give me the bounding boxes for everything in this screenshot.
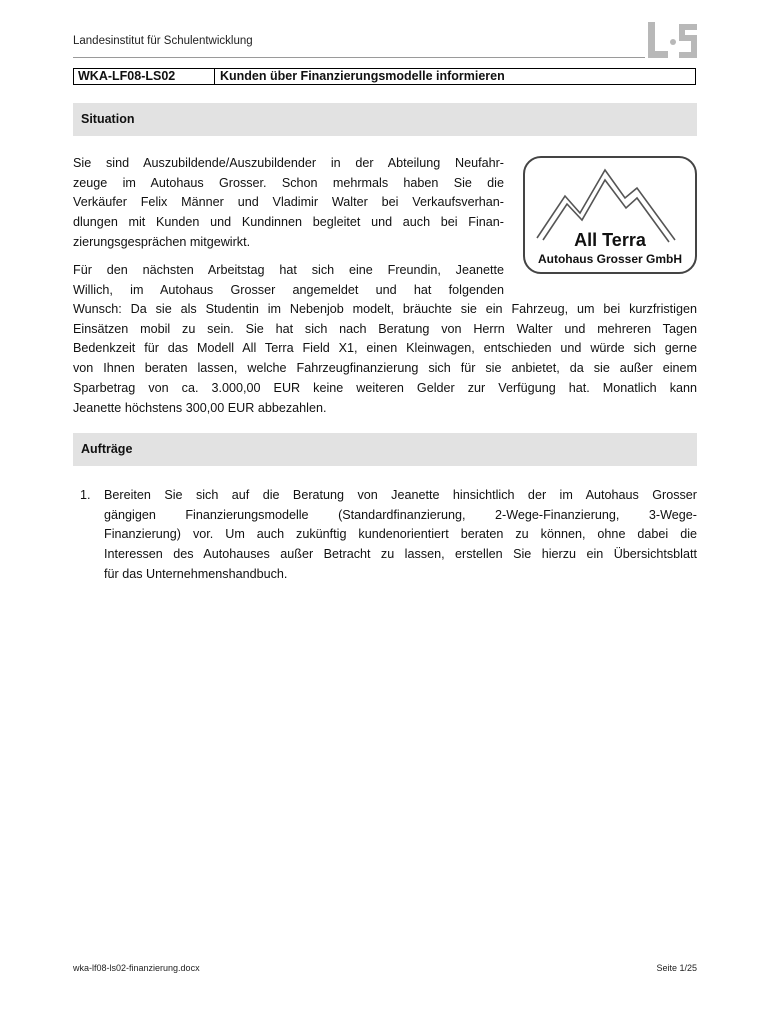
situation-paragraph-1	[73, 154, 504, 253]
text-line: Jeanette höchstens 300,00 EUR abbezahlen.	[73, 400, 327, 415]
text-line: zeuge im Autohaus Grosser. Schon mehrmals haben Sie die	[73, 175, 504, 190]
text-line: Finanzierung) vor. Um auch zukünftig kundenorientiert beraten zu können, ohne dabei die	[104, 527, 697, 542]
situation-paragraph-2b	[73, 300, 697, 418]
all-terra-logo	[523, 156, 697, 274]
text-line: Bedenkzeit für das Modell All Terra Field X1, einen Kleinwagen, entschieden und würde sich gerne	[73, 341, 697, 356]
list-item-number: 1.	[80, 488, 91, 502]
text-line: Bereiten Sie sich auf die Beratung von Jeanette hinsichtlich der im Autohaus Grosser	[104, 488, 697, 502]
document-title: Kunden über Finanzierungsmodelle informieren	[220, 69, 505, 83]
text-line: Willich, im Autohaus Grosser angemeldet und hat folgenden	[73, 282, 504, 297]
footer-page-number: Seite 1/25	[656, 963, 697, 973]
header-divider	[73, 57, 645, 58]
document-code: WKA-LF08-LS02	[74, 69, 215, 84]
text-line: Wunsch: Da sie als Studentin im Nebenjob modelt, bräuchte sie ein Fahrzeug, um bei kurzfristigen	[73, 302, 697, 316]
header-institute: Landesinstitut für Schulentwicklung	[73, 35, 253, 47]
text-line: von Ihnen beraten lassen, welche Fahrzeugfinanzierung sich für sie anbietet, da sie außer einem	[73, 361, 697, 376]
text-line: Interessen des Autohauses außer Betracht zu lassen, erstellen Sie hierzu ein Übersichtsblatt	[104, 547, 697, 562]
title-table	[73, 68, 696, 85]
logo-brand: All Terra	[574, 230, 646, 250]
text-line: Sie sind Auszubildende/Auszubildender in der Abteilung Neufahr-	[73, 156, 504, 170]
text-line: Einsätzen mobil zu sein. Sie hat sich nach Beratung von Herrn Walter und mehreren Tagen	[73, 321, 697, 336]
text-line: gängigen Finanzierungsmodelle (Standardfinanzierung, 2-Wege-Finanzierung, 3-Wege-	[104, 507, 697, 522]
text-line: Verkäufer Felix Männer und Vladimir Walter bei Verkaufsverhan-	[73, 195, 504, 210]
text-line: Sparbetrag von ca. 3.000,00 EUR keine weiteren Gelder zur Verfügung hat. Monatlich kann	[73, 380, 697, 395]
list-item-text	[104, 486, 697, 585]
footer-filename: wka-lf08-ls02-finanzierung.docx	[73, 963, 200, 973]
text-line: für das Unternehmenshandbuch.	[104, 566, 288, 581]
situation-heading: Situation	[73, 103, 697, 136]
ls-logo-icon	[646, 20, 700, 66]
text-line: dlungen mit Kunden und Kundinnen begleitet und auch bei Finan-	[73, 215, 504, 230]
text-line: zierungsgesprächen mitgewirkt.	[73, 234, 251, 249]
auftraege-heading: Aufträge	[73, 433, 697, 466]
logo-company: Autohaus Grosser GmbH	[537, 252, 683, 266]
text-line: Für den nächsten Arbeitstag hat sich eine Freundin, Jeanette	[73, 263, 504, 277]
situation-paragraph-2a	[73, 261, 504, 300]
